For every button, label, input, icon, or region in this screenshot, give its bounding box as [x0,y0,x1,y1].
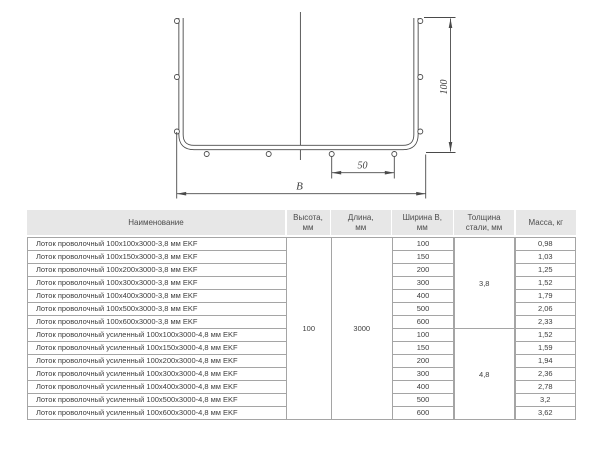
table-row-width: 100 [392,237,454,251]
header-width-line1: Ширина В, [402,212,442,222]
table-row-width: 200 [392,354,454,368]
table-row-mass: 1,94 [515,354,577,368]
table-row-name: Лоток проволочный 100х400х3000-3,8 мм EKF [27,289,287,303]
header-name [27,210,285,235]
table-row-mass: 1,25 [515,263,577,277]
column-height [286,237,333,420]
header-width-line2: мм [416,222,428,232]
header-length [331,210,391,235]
table-row-width: 500 [392,393,454,407]
header-width [392,210,453,235]
column-mass [515,237,577,420]
table-row-mass: 1,52 [515,276,577,290]
table-row-name: Лоток проволочный 100х200х3000-3,8 мм EKF [27,263,287,277]
dim-label-B: В [296,180,303,193]
table-row-name: Лоток проволочный усиленный 100х300х3000-4,8 мм EKF [27,367,287,381]
tray-tube-outline [181,18,416,148]
wire-circle [418,129,423,134]
table-row-mass: 2,33 [515,315,577,329]
table-row-name: Лоток проволочный 100х300х3000-3,8 мм EKF [27,276,287,290]
wire-circle [174,19,179,24]
tray-tube-fill [181,18,416,148]
table-row-width: 400 [392,380,454,394]
table-row-width: 400 [392,289,454,303]
table-row-width: 500 [392,302,454,316]
dim-label-100: 100 [439,79,450,95]
table-row-name: Лоток проволочный 100х100х3000-3,8 мм EKF [27,237,287,251]
thickness-reinforced-cell: 4,8 [454,328,516,420]
thickness-standard-cell: 3,8 [454,237,516,329]
table-row-width: 300 [392,367,454,381]
table-row-mass: 0,98 [515,237,577,251]
table-row-mass: 2,36 [515,367,577,381]
table-row-width: 600 [392,406,454,420]
column-names [27,237,287,420]
header-height [287,210,330,235]
header-mass-label: Масса, кг [528,217,563,227]
wire-circle [174,75,179,80]
header-thickness-line2: стали, мм [465,222,503,232]
header-name-label: Наименование [128,217,184,227]
height-merged-cell: 100 [286,237,333,420]
table-row-name: Лоток проволочный усиленный 100х100х3000-4,8 мм EKF [27,328,287,342]
wire-circle [418,75,423,80]
table-row-name: Лоток проволочный 100х150х3000-3,8 мм EKF [27,250,287,264]
wire-circle [392,152,397,157]
table-row-name: Лоток проволочный усиленный 100х150х3000-4,8 мм EKF [27,341,287,355]
table-row-mass: 1,79 [515,289,577,303]
table-row-name: Лоток проволочный усиленный 100х200х3000-4,8 мм EKF [27,354,287,368]
column-width [392,237,454,420]
table-row-mass: 1,52 [515,328,577,342]
table-row-mass: 2,06 [515,302,577,316]
table-row-name: Лоток проволочный усиленный 100х600х3000-4,8 мм EKF [27,406,287,420]
table-row-width: 100 [392,328,454,342]
dimension-arrowheads [177,19,453,196]
wire-circle [329,152,334,157]
wire-circle [418,19,423,24]
table-row-mass: 1,03 [515,250,577,264]
header-thickness [454,210,514,235]
table-row-width: 200 [392,263,454,277]
table-row-name: Лоток проволочный 100х500х3000-3,8 мм EKF [27,302,287,316]
header-thickness-line1: Толщина [467,212,501,222]
table-row-name: Лоток проволочный усиленный 100х400х3000-4,8 мм EKF [27,380,287,394]
header-length-line2: мм [355,222,367,232]
table-row-width: 150 [392,341,454,355]
header-height-line2: мм [302,222,314,232]
wire-circle [266,152,271,157]
header-mass [516,210,577,235]
header-height-line1: Высота, [293,212,323,222]
table-row-mass: 2,78 [515,380,577,394]
table-row-mass: 3,2 [515,393,577,407]
table-row-name: Лоток проволочный 100х600х3000-3,8 мм EKF [27,315,287,329]
column-length [331,237,393,420]
table-row-mass: 3,62 [515,406,577,420]
tray-cross-section-drawing [0,0,600,210]
spec-table-header [27,210,576,235]
table-row-name: Лоток проволочный усиленный 100х500х3000-4,8 мм EKF [27,393,287,407]
wire-circle [204,152,209,157]
table-row-width: 150 [392,250,454,264]
length-merged-cell: 3000 [331,237,393,420]
table-row-width: 600 [392,315,454,329]
table-row-width: 300 [392,276,454,290]
table-row-mass: 1,59 [515,341,577,355]
header-length-line1: Длина, [347,212,374,222]
dim-label-50: 50 [357,160,368,172]
column-thickness [454,237,516,420]
